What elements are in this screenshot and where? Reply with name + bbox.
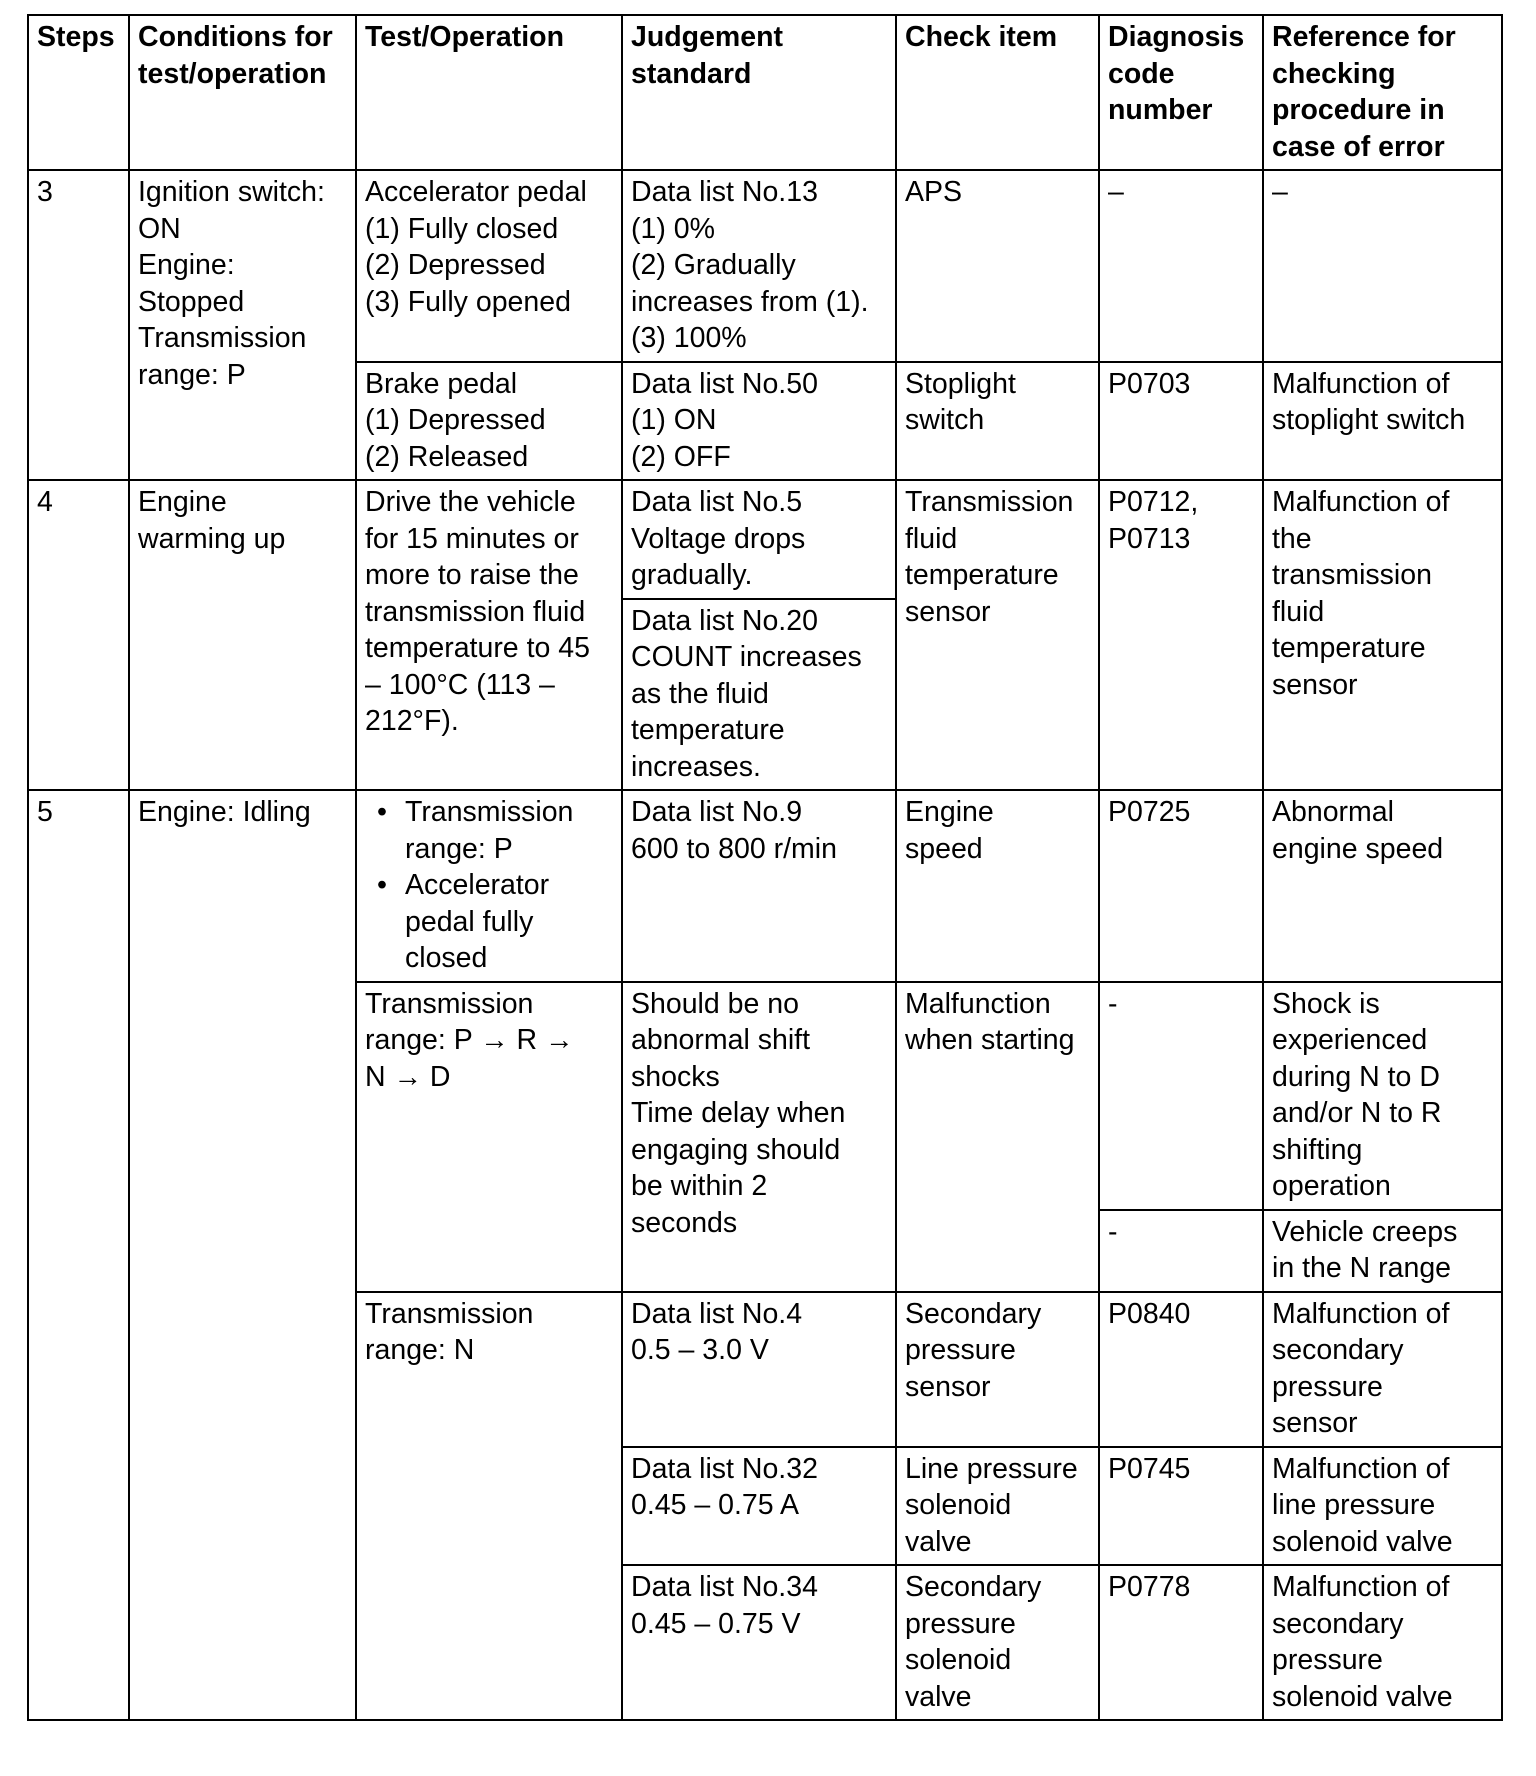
judgement-cell: Data list No.20 COUNT increases as the fluid temperature increases.	[622, 599, 896, 791]
conditions-cell: Engine warming up	[129, 480, 356, 790]
table-row	[28, 170, 1502, 362]
diagnosis-code-cell: P0712, P0713	[1099, 480, 1263, 790]
diagnosis-code-cell: -	[1099, 982, 1263, 1210]
check-item-cell: Engine speed	[896, 790, 1099, 982]
check-item-cell: Stoplight switch	[896, 362, 1099, 481]
bullet-icon: •	[377, 869, 387, 901]
test-operation-cell: Transmission range: P → R → N → D	[356, 982, 622, 1292]
reference-cell: Abnormal engine speed	[1263, 790, 1502, 982]
header-test-operation: Test/Operation	[356, 15, 622, 170]
table-row	[28, 790, 1502, 982]
check-item-cell: Secondary pressure sensor	[896, 1292, 1099, 1447]
step-number: 3	[28, 170, 129, 480]
diagnosis-code-cell: P0703	[1099, 362, 1263, 481]
test-operation-cell: Brake pedal (1) Depressed (2) Released	[356, 362, 622, 481]
judgement-cell: Data list No.32 0.45 – 0.75 A	[622, 1447, 896, 1566]
judgement-cell: Data list No.50 (1) ON (2) OFF	[622, 362, 896, 481]
table-row	[28, 480, 1502, 599]
reference-cell: Malfunction of secondary pressure sensor	[1263, 1292, 1502, 1447]
reference-cell: Malfunction of secondary pressure solenoid valve	[1263, 1565, 1502, 1720]
diagnosis-code-cell: P0745	[1099, 1447, 1263, 1566]
check-item-cell: Line pressure solenoid valve	[896, 1447, 1099, 1566]
header-diagnosis-code: Diagnosis code number	[1099, 15, 1263, 170]
diagnosis-code-cell: P0840	[1099, 1292, 1263, 1447]
list-item: • Accelerator pedal fully closed	[377, 869, 550, 974]
diagnosis-code-cell: –	[1099, 170, 1263, 362]
judgement-cell: Data list No.5 Voltage drops gradually.	[622, 480, 896, 599]
bullet-list	[365, 794, 615, 977]
judgement-cell: Data list No.13 (1) 0% (2) Gradually increases from (1). (3) 100%	[622, 170, 896, 362]
conditions-cell: Ignition switch: ON Engine: Stopped Transmission range: P	[129, 170, 356, 480]
reference-cell: Vehicle creeps in the N range	[1263, 1210, 1502, 1292]
test-operation-cell: Drive the vehicle for 15 minutes or more to raise the transmission fluid temperature to 45 – 100°C (113 – 212°F).	[356, 480, 622, 790]
header-reference: Reference for checking procedure in case of error	[1263, 15, 1502, 170]
conditions-cell: Engine: Idling	[129, 790, 356, 1720]
header-conditions: Conditions for test/operation	[129, 15, 356, 170]
judgement-cell: Data list No.34 0.45 – 0.75 V	[622, 1565, 896, 1720]
test-operation-cell	[356, 790, 622, 982]
test-operation-cell: Transmission range: N	[356, 1292, 622, 1721]
judgement-cell: Data list No.9 600 to 800 r/min	[622, 790, 896, 982]
header-row	[28, 15, 1502, 170]
header-steps: Steps	[28, 15, 129, 170]
header-check-item: Check item	[896, 15, 1099, 170]
test-operation-cell: Accelerator pedal (1) Fully closed (2) Depressed (3) Fully opened	[356, 170, 622, 362]
diagnosis-code-cell: -	[1099, 1210, 1263, 1292]
step-number: 4	[28, 480, 129, 790]
reference-cell: Malfunction of line pressure solenoid valve	[1263, 1447, 1502, 1566]
check-item-cell: Malfunction when starting	[896, 982, 1099, 1292]
reference-cell: Malfunction of stoplight switch	[1263, 362, 1502, 481]
diagnosis-code-cell: P0725	[1099, 790, 1263, 982]
judgement-cell: Should be no abnormal shift shocks Time delay when engaging should be within 2 seconds	[622, 982, 896, 1292]
check-item-cell: APS	[896, 170, 1099, 362]
reference-cell: Malfunction of the transmission fluid temperature sensor	[1263, 480, 1502, 790]
step-number: 5	[28, 790, 129, 1720]
reference-cell: Shock is experienced during N to D and/or N to R shifting operation	[1263, 982, 1502, 1210]
check-item-cell: Transmission fluid temperature sensor	[896, 480, 1099, 790]
header-judgement: Judgement standard	[622, 15, 896, 170]
bullet-icon: •	[377, 796, 387, 828]
diagnosis-table	[27, 14, 1503, 1721]
judgement-cell: Data list No.4 0.5 – 3.0 V	[622, 1292, 896, 1447]
list-item: • Transmission range: P	[377, 796, 574, 865]
diagnosis-code-cell: P0778	[1099, 1565, 1263, 1720]
check-item-cell: Secondary pressure solenoid valve	[896, 1565, 1099, 1720]
reference-cell: –	[1263, 170, 1502, 362]
